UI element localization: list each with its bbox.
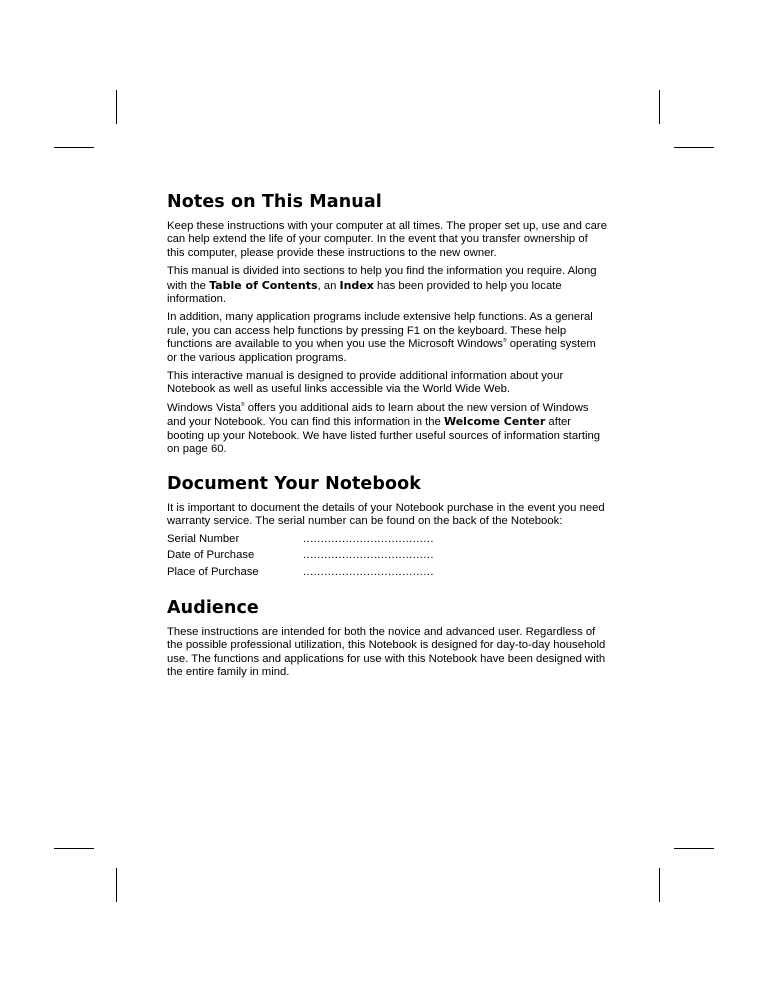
registered-mark: ®	[502, 338, 507, 345]
heading-document-your-notebook: Document Your Notebook	[167, 473, 421, 494]
notes-paragraph-2: This manual is divided into sections to help you find the information you require. Along with the Table of Contents, an Index has been provided to help you locate information.	[167, 265, 597, 306]
heading-notes-on-this-manual: Notes on This Manual	[167, 192, 382, 212]
crop-mark-bottom-left-horizontal	[54, 848, 94, 849]
audience-paragraph-1: These instructions are intended for both the novice and advanced user. Regardless of the possible professional utilization, this Notebook is designed for day-to-day household use. The functions and applications for use with this Notebook have been designed with the entire family in mind.	[167, 625, 606, 679]
index-term: Index	[339, 278, 374, 292]
notes-paragraph-3: In addition, many application programs include extensive help functions. As a general rule, you can access help functions by pressing F1 on the keyboard. These help functions are available to you when you use the Microsoft Windows® operating system or the various application programs.	[167, 311, 596, 364]
form-row-date-of-purchase	[167, 548, 434, 565]
crop-mark-top-left-vertical	[116, 90, 117, 124]
form-row-place-of-purchase	[167, 564, 434, 581]
serial-number-label: Serial Number	[167, 532, 240, 545]
registered-mark: ®	[240, 401, 245, 408]
document-paragraph-1: It is important to document the details of your Notebook purchase in the event you need warranty service. The serial number can be found on the back of the Notebook:	[167, 501, 605, 527]
section-document-your-notebook	[167, 473, 607, 581]
crop-mark-top-right-vertical	[659, 90, 660, 124]
serial-number-blank: .....................................	[303, 532, 434, 545]
place-of-purchase-label: Place of Purchase	[167, 565, 259, 578]
crop-mark-bottom-right-horizontal	[674, 848, 714, 849]
date-of-purchase-blank: .....................................	[303, 549, 434, 562]
notes-paragraph-5: Windows Vista® offers you additional aids to learn about the new version of Windows and your Notebook. You can find this information in the Welcome Center after booting up your Notebook. We have listed further useful sources of information starting on page 60.	[167, 401, 601, 456]
section-audience	[167, 597, 607, 680]
crop-mark-bottom-right-vertical	[659, 868, 660, 902]
heading-audience: Audience	[167, 597, 259, 618]
table-of-contents-term: Table of Contents	[209, 278, 318, 292]
notes-paragraph-1: Keep these instructions with your computer at all times. The proper set up, use and care can help extend the life of your computer. In the event that you transfer ownership of this computer, please provide these instructions to the new owner.	[167, 220, 607, 259]
crop-mark-bottom-left-vertical	[116, 868, 117, 902]
form-row-serial-number	[167, 531, 434, 548]
crop-mark-top-right-horizontal	[674, 147, 714, 148]
purchase-details-form	[167, 531, 434, 581]
crop-mark-top-left-horizontal	[54, 147, 94, 148]
page-content	[167, 191, 607, 684]
section-notes-on-this-manual	[167, 191, 607, 457]
welcome-center-term: Welcome Center	[443, 415, 546, 429]
place-of-purchase-blank: .....................................	[303, 565, 434, 578]
date-of-purchase-label: Date of Purchase	[167, 549, 255, 562]
notes-paragraph-4: This interactive manual is designed to provide additional information about your Notebook as well as useful links accessible via the World Wide Web.	[167, 370, 564, 396]
